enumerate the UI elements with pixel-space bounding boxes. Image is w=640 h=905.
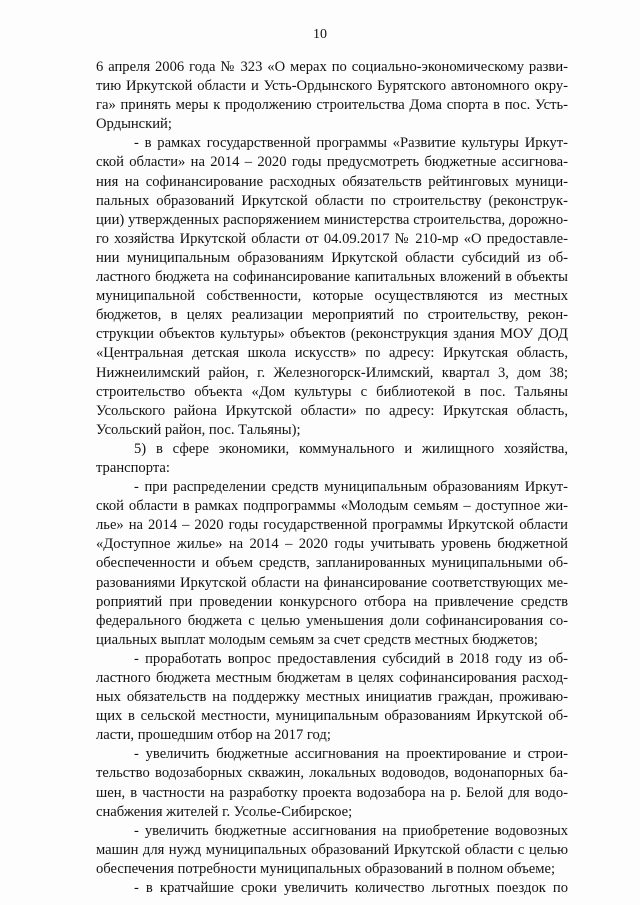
text-line: ных обязательств на поддержку местных инициатив граждан, проживаю- — [96, 689, 568, 706]
text-line: федерального бюджета с целью уменьшения доли софинансирования со- — [96, 612, 568, 629]
text-line: ластного бюджета местным бюджетам в целях софинансирования расход- — [96, 670, 568, 686]
text-line: - увеличить бюджетные ассигнования на приобретение водовозных — [134, 822, 568, 839]
text-line: бюджетов, в целях реализации мероприятий по строительству, рекон- — [96, 307, 568, 324]
text-line: - увеличить бюджетные ассигнования на проектирование и строи- — [134, 746, 568, 763]
text-line: щих в сельской местности, муниципальным образованиям Иркутской об- — [96, 708, 568, 725]
text-line: тельство водозаборных скважин, локальных водоводов, водонапорных ба- — [96, 765, 568, 782]
text-line: Усольского района Иркутской области» по адресу: Иркутская область, — [96, 402, 568, 419]
text-line: муниципальной собственности, которые осуществляются из местных — [96, 288, 568, 305]
text-line: га» принять меры к продолжению строительства Дома спорта в пос. Усть- — [96, 97, 568, 114]
text-line: го хозяйства Иркутской области от 04.09.2017 № 210-мр «О предоставле- — [96, 230, 568, 247]
body-text — [96, 58, 568, 898]
text-line: - в рамках государственной программы «Развитие культуры Иркут- — [134, 135, 568, 152]
text-line: 6 апреля 2006 года № 323 «О мерах по социально-экономическому разви- — [96, 59, 568, 75]
text-line: нии муниципальным образованиям Иркутской области субсидий из об- — [96, 249, 568, 266]
text-line: лье» на 2014 – 2020 годы государственной программы Иркутской области — [96, 517, 568, 534]
text-line: Нижнеилимский район, г. Железногорск-Илимский, квартал 3, дом 38; — [96, 364, 568, 381]
text-line: - проработать вопрос предоставления субсидий в 2018 году из об- — [134, 650, 568, 667]
page-number: 10 — [313, 27, 327, 42]
text-line: тию Иркутской области и Усть-Ордынского Бурятского автономного окру- — [96, 78, 568, 95]
text-line: «Центральная детская школа искусств» по адресу: Иркутская область, — [96, 345, 568, 362]
text-line: обеспеченности и объем средств, запланированных муниципальными об- — [96, 555, 568, 572]
text-line: машин для нужд муниципальных образований Иркутской области с целью — [96, 841, 568, 858]
text-line: роприятий при проведении конкурсного отбора на привлечение средств — [96, 593, 568, 610]
text-line: ластного бюджета на софинансирование капитальных вложений в объекты — [96, 269, 568, 286]
text-line: Ордынский; — [96, 116, 172, 133]
text-line: снабжения жителей г. Усолье-Сибирское; — [96, 803, 353, 820]
text-line: шен, в частности на разработку проекта водозабора на р. Белой для водо- — [96, 784, 568, 801]
text-line: ской области» на 2014 – 2020 годы предусмотреть бюджетные ассигнова- — [96, 154, 568, 171]
text-line: циальных выплат молодым семьям за счет средств местных бюджетов; — [96, 631, 538, 648]
text-line: ния на софинансирование расходных обязательств рейтинговых муници- — [96, 173, 568, 190]
text-line: - в кратчайшие сроки увеличить количество льготных поездок по — [134, 880, 568, 897]
text-line: транспорта: — [96, 459, 170, 476]
text-line: ской области в рамках подпрограммы «Молодым семьям – доступное жи- — [96, 498, 568, 515]
text-line: строительство объекта «Дом культуры с библиотекой в пос. Тальяны — [96, 383, 568, 400]
text-line: обеспечения потребности муниципальных образований в полном объеме; — [96, 860, 556, 877]
text-line: ласти, прошедшим отбор на 2017 год; — [96, 727, 331, 744]
text-line: - при распределении средств муниципальным образованиям Иркут- — [134, 479, 568, 496]
text-line: пальных образований Иркутской области по строительству (реконструк- — [96, 192, 568, 209]
text-line: ции) утвержденных распоряжением министерства строительства, дорожно- — [96, 211, 568, 228]
text-line: «Доступное жилье» на 2014 – 2020 годы учитывать уровень бюджетной — [96, 536, 568, 553]
text-line: 5) в сфере экономики, коммунального и жилищного хозяйства, — [134, 440, 568, 457]
text-line: струкции объектов культуры» объектов (реконструкция здания МОУ ДОД — [96, 326, 568, 343]
text-line: Усольский район, пос. Тальяны); — [96, 421, 301, 438]
text-line: разованиями Иркутской области на финансирование соответствующих ме- — [96, 574, 568, 591]
